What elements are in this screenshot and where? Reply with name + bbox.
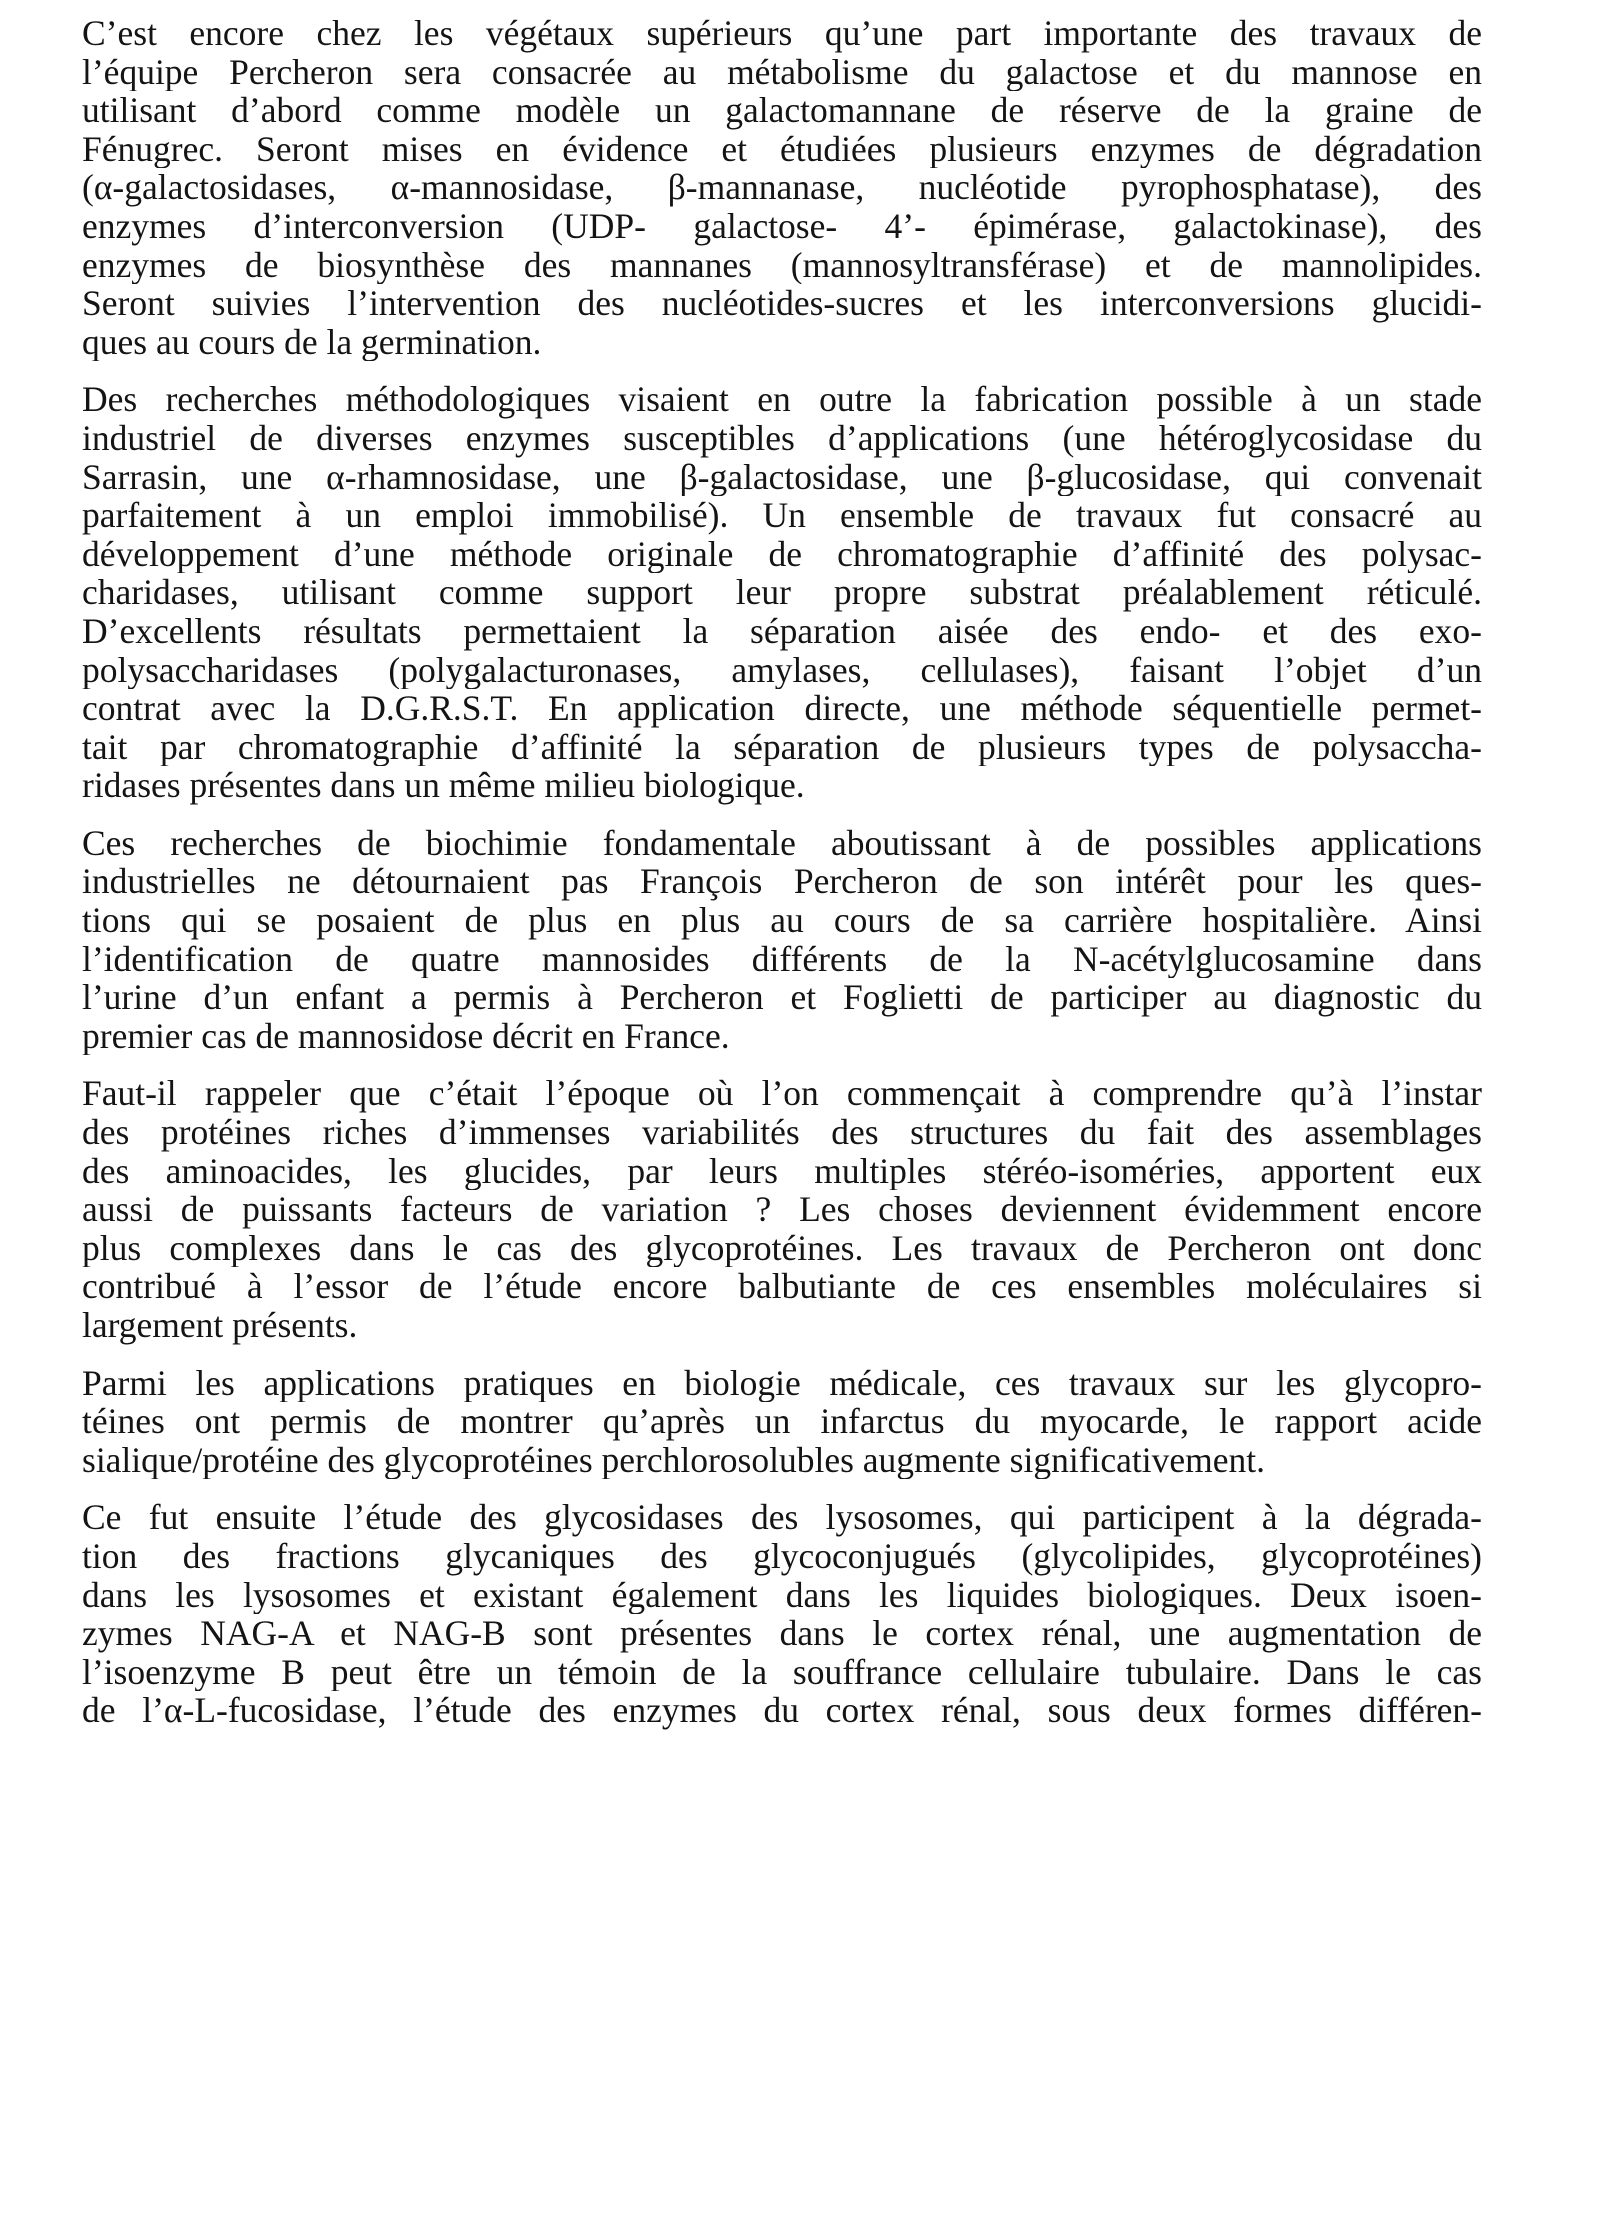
text-line: utilisant d’abord comme modèle un galactomannane de réserve de la graine de: [82, 91, 1482, 130]
text-line: des aminoacides, les glucides, par leurs multiples stéréo-isoméries, apportent eux: [82, 1151, 1482, 1191]
text-line: sialique/protéine des glycoprotéines perchlorosolubles augmente significativement.: [82, 1440, 1265, 1480]
text-line: aussi de puissants facteurs de variation ? Les choses deviennent évidemment encore: [82, 1190, 1482, 1229]
text-line: l’urine d’un enfant a permis à Percheron et Foglietti de participer au diagnostic du: [82, 978, 1482, 1017]
text-line: développement d’une méthode originale de chromatographie d’affinité des polysac-: [82, 534, 1482, 574]
text-line: Seront suivies l’intervention des nucléotides-sucres et les interconversions glucidi-: [82, 284, 1482, 323]
text-line: plus complexes dans le cas des glycoprotéines. Les travaux de Percheron ont donc: [82, 1228, 1482, 1268]
body-paragraph: [82, 14, 1482, 361]
text-line: tions qui se posaient de plus en plus au cours de sa carrière hospitalière. Ainsi: [82, 901, 1482, 940]
text-line: l’isoenzyme B peut être un témoin de la souffrance cellulaire tubulaire. Dans le cas: [82, 1652, 1482, 1692]
text-line: zymes NAG-A et NAG-B sont présentes dans le cortex rénal, une augmentation de: [82, 1614, 1482, 1653]
text-line: (α-galactosidases, α-mannosidase, β-mannanase, nucléotide pyrophosphatase), des: [82, 168, 1482, 207]
text-line: ques au cours de la germination.: [82, 322, 542, 362]
text-line: Ces recherches de biochimie fondamentale aboutissant à de possibles applications: [82, 823, 1482, 863]
text-line: l’identification de quatre mannosides différents de la N-acétylglucosamine dans: [82, 939, 1482, 979]
text-line: industriel de diverses enzymes susceptibles d’applications (une hétéroglycosidase du: [82, 418, 1482, 458]
text-line: enzymes d’interconversion (UDP- galactose- 4’- épimérase, galactokinase), des: [82, 206, 1482, 246]
body-paragraph: [82, 1364, 1482, 1480]
text-line: téines ont permis de montrer qu’après un infarctus du myocarde, le rapport acide: [82, 1402, 1482, 1441]
text-line: des protéines riches d’immenses variabilités des structures du fait des assemblages: [82, 1113, 1482, 1152]
text-line: Des recherches méthodologiques visaient en outre la fabrication possible à un stade: [82, 380, 1482, 419]
text-line: ridases présentes dans un même milieu biologique.: [82, 766, 805, 805]
body-paragraph: [82, 1074, 1482, 1344]
text-line: l’équipe Percheron sera consacrée au métabolisme du galactose et du mannose en: [82, 52, 1482, 92]
text-line: Fénugrec. Seront mises en évidence et étudiées plusieurs enzymes de dégradation: [82, 129, 1482, 169]
body-paragraph: [82, 824, 1482, 1056]
text-line: enzymes de biosynthèse des mannanes (mannosyltransférase) et de mannolipides.: [82, 245, 1482, 285]
text-line: D’excellents résultats permettaient la séparation aisée des endo- et des exo-: [82, 611, 1482, 651]
text-line: Ce fut ensuite l’étude des glycosidases des lysosomes, qui participent à la dégrada-: [82, 1498, 1482, 1537]
body-paragraph: [82, 380, 1482, 805]
text-line: premier cas de mannosidose décrit en France.: [82, 1016, 730, 1056]
text-line: tion des fractions glycaniques des glycoconjugués (glycolipides, glycoprotéines): [82, 1536, 1482, 1576]
text-line: de l’α-L-fucosidase, l’étude des enzymes du cortex rénal, sous deux formes différen-: [82, 1691, 1482, 1730]
text-line: largement présents.: [82, 1306, 358, 1345]
text-line: tait par chromatographie d’affinité la séparation de plusieurs types de polysaccha-: [82, 727, 1482, 767]
text-line: contribué à l’essor de l’étude encore balbutiante de ces ensembles moléculaires si: [82, 1267, 1482, 1306]
text-line: C’est encore chez les végétaux supérieurs qu’une part importante des travaux de: [82, 14, 1482, 53]
body-paragraph: [82, 1498, 1482, 1730]
text-line: Sarrasin, une α-rhamnosidase, une β-galactosidase, une β-glucosidase, qui convenait: [82, 457, 1482, 497]
text-line: charidases, utilisant comme support leur propre substrat préalablement réticulé.: [82, 573, 1482, 612]
text-line: polysaccharidases (polygalacturonases, amylases, cellulases), faisant l’objet d’un: [82, 650, 1482, 690]
document-page: [82, 14, 1482, 1749]
text-line: industrielles ne détournaient pas François Percheron de son intérêt pour les ques-: [82, 862, 1482, 902]
text-line: Parmi les applications pratiques en biologie médicale, ces travaux sur les glycopro-: [82, 1363, 1482, 1403]
text-line: parfaitement à un emploi immobilisé). Un ensemble de travaux fut consacré au: [82, 496, 1482, 535]
text-line: Faut-il rappeler que c’était l’époque où l’on commençait à comprendre qu’à l’instar: [82, 1074, 1482, 1114]
text-line: contrat avec la D.G.R.S.T. En application directe, une méthode séquentielle permet-: [82, 689, 1482, 728]
text-line: dans les lysosomes et existant également dans les liquides biologiques. Deux isoen-: [82, 1575, 1482, 1615]
